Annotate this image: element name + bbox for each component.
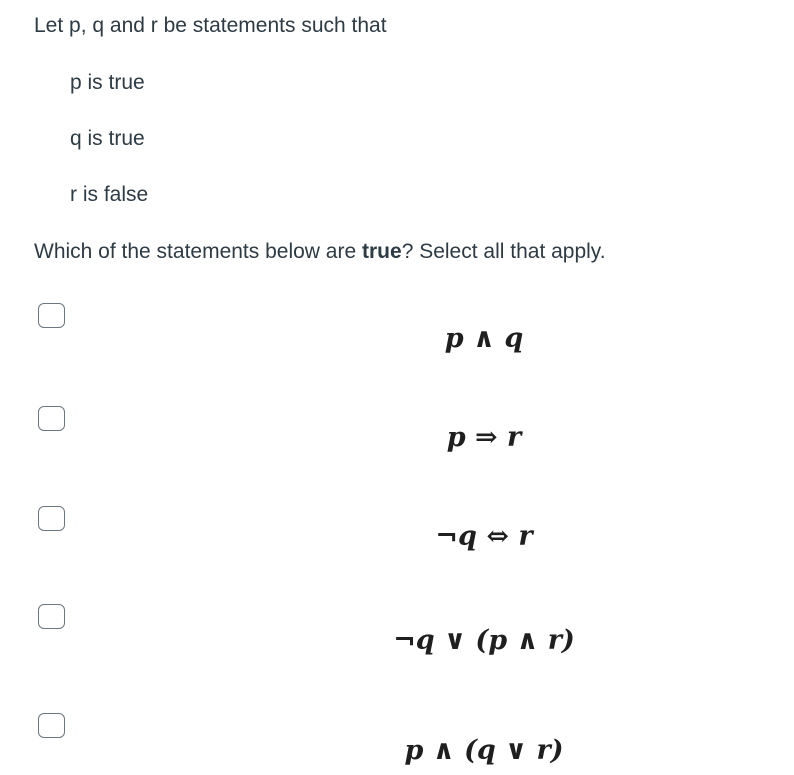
question-prompt: [34, 239, 606, 265]
option-expression-1: p ∧ q: [444, 323, 524, 354]
condition-p: p is true: [70, 71, 145, 94]
option-expression-4: ¬q ∨ (p ∧ r): [393, 625, 575, 656]
prompt-text-after: ? Select all that apply.: [401, 240, 606, 263]
option-expression-2: p ⇒ r: [446, 422, 522, 453]
condition-q: q is true: [70, 127, 145, 150]
condition-r: r is false: [70, 183, 149, 206]
question-intro: Let p, q and r be statements such that: [34, 14, 387, 37]
option-expression-3: ¬q ⇔ r: [435, 521, 533, 552]
option-expression-5: p ∧ (q ∨ r): [404, 735, 564, 766]
prompt-text-before: Which of the statements below are: [34, 240, 362, 263]
prompt-bold-word: true: [362, 240, 402, 263]
